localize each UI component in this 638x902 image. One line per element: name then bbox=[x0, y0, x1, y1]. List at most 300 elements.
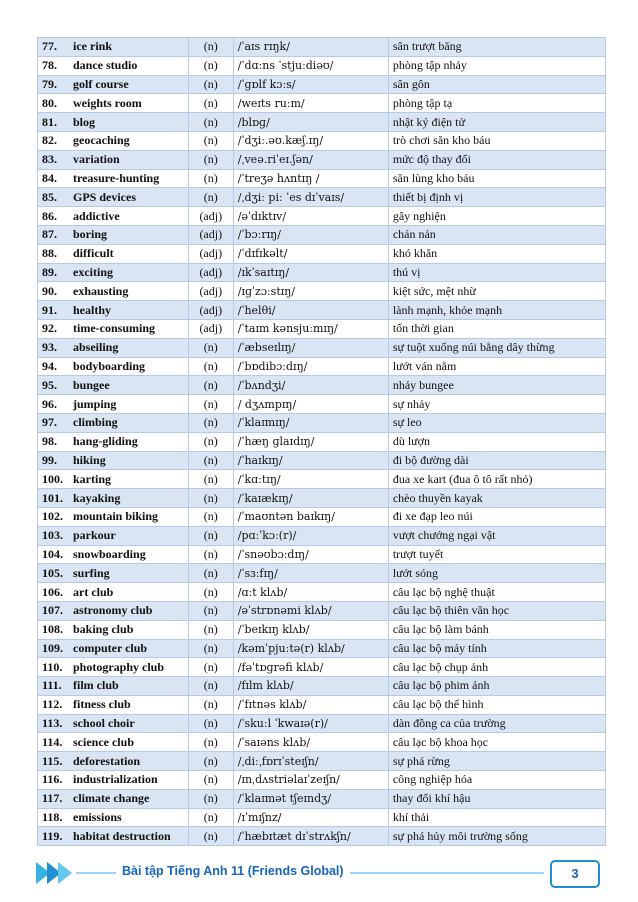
pronunciation: /ˈhaɪkɪŋ/ bbox=[233, 451, 388, 470]
table-row bbox=[38, 545, 606, 564]
part-of-speech: (n) bbox=[188, 789, 233, 808]
table-row bbox=[38, 395, 606, 414]
pronunciation: / dʒʌmpɪŋ/ bbox=[233, 395, 388, 414]
word-cell bbox=[38, 789, 189, 808]
vietnamese-meaning: nhật ký điện tử bbox=[388, 113, 605, 132]
pronunciation: /ˈkɑːtɪŋ/ bbox=[233, 470, 388, 489]
word-cell bbox=[38, 395, 189, 414]
table-row bbox=[38, 808, 606, 827]
english-word: school choir bbox=[73, 716, 135, 731]
entry-number: 109. bbox=[42, 640, 63, 655]
part-of-speech: (n) bbox=[188, 601, 233, 620]
part-of-speech: (adj) bbox=[188, 263, 233, 282]
table-row bbox=[38, 131, 606, 150]
vietnamese-meaning: sự phá rừng bbox=[388, 752, 605, 771]
word-cell bbox=[38, 507, 189, 526]
chevron-arrow-icon bbox=[58, 862, 72, 884]
table-row bbox=[38, 282, 606, 301]
part-of-speech: (n) bbox=[188, 150, 233, 169]
entry-number: 100. bbox=[42, 471, 63, 486]
word-cell bbox=[38, 131, 189, 150]
page-number: 3 bbox=[550, 860, 600, 888]
vietnamese-meaning: lướt sóng bbox=[388, 564, 605, 583]
pronunciation: /ˈbʌndʒi/ bbox=[233, 376, 388, 395]
english-word: GPS devices bbox=[73, 189, 136, 204]
vietnamese-meaning: câu lạc bộ thiên văn học bbox=[388, 601, 605, 620]
word-cell bbox=[38, 470, 189, 489]
pronunciation: /ˈklaɪmət tʃeɪndʒ/ bbox=[233, 789, 388, 808]
table-row bbox=[38, 620, 606, 639]
table-row bbox=[38, 376, 606, 395]
part-of-speech: (n) bbox=[188, 827, 233, 846]
part-of-speech: (n) bbox=[188, 357, 233, 376]
english-word: variation bbox=[73, 152, 120, 167]
vietnamese-meaning: đua xe kart (đua ô tô rất nhỏ) bbox=[388, 470, 605, 489]
vietnamese-meaning: câu lạc bộ chụp ảnh bbox=[388, 658, 605, 677]
word-cell bbox=[38, 357, 189, 376]
table-row bbox=[38, 188, 606, 207]
entry-number: 97. bbox=[42, 415, 57, 430]
entry-number: 90. bbox=[42, 283, 57, 298]
table-row bbox=[38, 94, 606, 113]
vietnamese-meaning: câu lạc bộ nghệ thuật bbox=[388, 583, 605, 602]
table-row bbox=[38, 658, 606, 677]
english-word: astronomy club bbox=[73, 603, 153, 618]
vietnamese-meaning: phòng tập tạ bbox=[388, 94, 605, 113]
english-word: bungee bbox=[73, 377, 110, 392]
pronunciation: /weɪts ruːm/ bbox=[233, 94, 388, 113]
word-cell bbox=[38, 432, 189, 451]
entry-number: 89. bbox=[42, 264, 57, 279]
entry-number: 94. bbox=[42, 358, 57, 373]
pronunciation: /ɪˈmɪʃnz/ bbox=[233, 808, 388, 827]
book-title: Bài tập Tiếng Anh 11 (Friends Global) bbox=[116, 864, 350, 878]
word-cell bbox=[38, 244, 189, 263]
part-of-speech: (adj) bbox=[188, 244, 233, 263]
vietnamese-meaning: đi bộ đường dài bbox=[388, 451, 605, 470]
entry-number: 101. bbox=[42, 490, 63, 505]
english-word: karting bbox=[73, 471, 112, 486]
part-of-speech: (adj) bbox=[188, 282, 233, 301]
word-cell bbox=[38, 808, 189, 827]
entry-number: 96. bbox=[42, 396, 57, 411]
vietnamese-meaning: thiết bị định vị bbox=[388, 188, 605, 207]
part-of-speech: (n) bbox=[188, 451, 233, 470]
word-cell bbox=[38, 489, 189, 508]
entry-number: 78. bbox=[42, 58, 57, 73]
english-word: surfing bbox=[73, 565, 110, 580]
pronunciation: /pɑːˈkɔː(r)/ bbox=[233, 526, 388, 545]
pronunciation: /ˌveə.riˈeɪ.ʃən/ bbox=[233, 150, 388, 169]
vietnamese-meaning: sự tuột xuống núi bằng dây thừng bbox=[388, 338, 605, 357]
part-of-speech: (n) bbox=[188, 564, 233, 583]
word-cell bbox=[38, 583, 189, 602]
word-cell bbox=[38, 169, 189, 188]
pronunciation: /ˈaɪs rɪŋk/ bbox=[233, 38, 388, 57]
vietnamese-meaning: dù lượn bbox=[388, 432, 605, 451]
english-word: time-consuming bbox=[73, 321, 155, 336]
vietnamese-meaning: thú vị bbox=[388, 263, 605, 282]
english-word: bodyboarding bbox=[73, 358, 146, 373]
pronunciation: /ˈhæbɪtæt dɪˈstrʌkʃn/ bbox=[233, 827, 388, 846]
table-row bbox=[38, 489, 606, 508]
part-of-speech: (n) bbox=[188, 714, 233, 733]
english-word: healthy bbox=[73, 302, 112, 317]
table-row bbox=[38, 564, 606, 583]
entry-number: 103. bbox=[42, 528, 63, 543]
pronunciation: /ɑːt klʌb/ bbox=[233, 583, 388, 602]
pronunciation: /ˈkaɪækɪŋ/ bbox=[233, 489, 388, 508]
pronunciation: /ˈbeɪkɪŋ klʌb/ bbox=[233, 620, 388, 639]
part-of-speech: (n) bbox=[188, 733, 233, 752]
word-cell bbox=[38, 207, 189, 226]
english-word: photography club bbox=[73, 659, 165, 674]
english-word: parkour bbox=[73, 528, 116, 543]
part-of-speech: (n) bbox=[188, 526, 233, 545]
part-of-speech: (n) bbox=[188, 639, 233, 658]
part-of-speech: (n) bbox=[188, 752, 233, 771]
pronunciation: /ˈmaʊntən baɪkɪŋ/ bbox=[233, 507, 388, 526]
word-cell bbox=[38, 282, 189, 301]
part-of-speech: (n) bbox=[188, 677, 233, 696]
vietnamese-meaning: thay đổi khí hậu bbox=[388, 789, 605, 808]
pronunciation: /fəˈtɒɡrəfi klʌb/ bbox=[233, 658, 388, 677]
word-cell bbox=[38, 113, 189, 132]
part-of-speech: (n) bbox=[188, 169, 233, 188]
vietnamese-meaning: trò chơi săn kho báu bbox=[388, 131, 605, 150]
pronunciation: /ˌdʒiː piː ˈes dɪˈvaɪs/ bbox=[233, 188, 388, 207]
vietnamese-meaning: kiệt sức, mệt nhừ bbox=[388, 282, 605, 301]
english-word: ice rink bbox=[73, 39, 112, 54]
english-word: deforestation bbox=[73, 753, 141, 768]
pronunciation: /blɒɡ/ bbox=[233, 113, 388, 132]
part-of-speech: (n) bbox=[188, 545, 233, 564]
english-word: golf course bbox=[73, 76, 129, 91]
part-of-speech: (n) bbox=[188, 38, 233, 57]
english-word: climate change bbox=[73, 791, 150, 806]
table-row bbox=[38, 451, 606, 470]
word-cell bbox=[38, 658, 189, 677]
english-word: dance studio bbox=[73, 58, 138, 73]
entry-number: 104. bbox=[42, 546, 63, 561]
word-cell bbox=[38, 263, 189, 282]
part-of-speech: (n) bbox=[188, 75, 233, 94]
vietnamese-meaning: gây nghiện bbox=[388, 207, 605, 226]
table-row bbox=[38, 357, 606, 376]
word-cell bbox=[38, 301, 189, 320]
table-row bbox=[38, 714, 606, 733]
part-of-speech: (n) bbox=[188, 131, 233, 150]
part-of-speech: (n) bbox=[188, 808, 233, 827]
part-of-speech: (n) bbox=[188, 470, 233, 489]
vietnamese-meaning: câu lạc bộ thể hình bbox=[388, 695, 605, 714]
word-cell bbox=[38, 733, 189, 752]
table-row bbox=[38, 225, 606, 244]
english-word: fitness club bbox=[73, 697, 131, 712]
vietnamese-meaning: chèo thuyền kayak bbox=[388, 489, 605, 508]
part-of-speech: (adj) bbox=[188, 207, 233, 226]
entry-number: 113. bbox=[42, 716, 63, 731]
pronunciation: /ˈhelθi/ bbox=[233, 301, 388, 320]
part-of-speech: (n) bbox=[188, 507, 233, 526]
part-of-speech: (n) bbox=[188, 376, 233, 395]
table-row bbox=[38, 56, 606, 75]
table-row bbox=[38, 338, 606, 357]
word-cell bbox=[38, 413, 189, 432]
english-word: film club bbox=[73, 678, 119, 693]
word-cell bbox=[38, 677, 189, 696]
vietnamese-meaning: đi xe đạp leo núi bbox=[388, 507, 605, 526]
pronunciation: /kəmˈpjuːtə(r) klʌb/ bbox=[233, 639, 388, 658]
english-word: computer club bbox=[73, 640, 148, 655]
part-of-speech: (adj) bbox=[188, 301, 233, 320]
table-row bbox=[38, 301, 606, 320]
part-of-speech: (n) bbox=[188, 489, 233, 508]
pronunciation: /əˈstrɒnəmi klʌb/ bbox=[233, 601, 388, 620]
vietnamese-meaning: dàn đồng ca của trường bbox=[388, 714, 605, 733]
entry-number: 106. bbox=[42, 584, 63, 599]
table-row bbox=[38, 38, 606, 57]
entry-number: 99. bbox=[42, 452, 57, 467]
entry-number: 112. bbox=[42, 697, 63, 712]
vietnamese-meaning: lành mạnh, khỏe mạnh bbox=[388, 301, 605, 320]
vietnamese-meaning: săn lùng kho báu bbox=[388, 169, 605, 188]
table-row bbox=[38, 601, 606, 620]
entry-number: 92. bbox=[42, 321, 57, 336]
vietnamese-meaning: lướt ván nằm bbox=[388, 357, 605, 376]
vietnamese-meaning: sân gôn bbox=[388, 75, 605, 94]
entry-number: 117. bbox=[42, 791, 63, 806]
word-cell bbox=[38, 714, 189, 733]
vietnamese-meaning: trượt tuyết bbox=[388, 545, 605, 564]
entry-number: 102. bbox=[42, 509, 63, 524]
vietnamese-meaning: vượt chướng ngại vật bbox=[388, 526, 605, 545]
word-cell bbox=[38, 376, 189, 395]
table-row bbox=[38, 207, 606, 226]
english-word: mountain biking bbox=[73, 509, 159, 524]
part-of-speech: (n) bbox=[188, 432, 233, 451]
english-word: abseiling bbox=[73, 340, 119, 355]
pronunciation: /ˈdɑːns ˈstjuːdiəʊ/ bbox=[233, 56, 388, 75]
word-cell bbox=[38, 338, 189, 357]
entry-number: 88. bbox=[42, 246, 57, 261]
entry-number: 85. bbox=[42, 189, 57, 204]
english-word: difficult bbox=[73, 246, 114, 261]
page-footer bbox=[36, 858, 606, 888]
english-word: blog bbox=[73, 114, 96, 129]
word-cell bbox=[38, 319, 189, 338]
entry-number: 105. bbox=[42, 565, 63, 580]
pronunciation: /ˈhæŋ ɡlaɪdɪŋ/ bbox=[233, 432, 388, 451]
part-of-speech: (n) bbox=[188, 395, 233, 414]
english-word: art club bbox=[73, 584, 114, 599]
part-of-speech: (n) bbox=[188, 413, 233, 432]
entry-number: 79. bbox=[42, 76, 57, 91]
english-word: addictive bbox=[73, 208, 120, 223]
entry-number: 83. bbox=[42, 152, 57, 167]
pronunciation: /ˈskuːl ˈkwaɪə(r)/ bbox=[233, 714, 388, 733]
vietnamese-meaning: câu lạc bộ phim ảnh bbox=[388, 677, 605, 696]
part-of-speech: (n) bbox=[188, 338, 233, 357]
part-of-speech: (n) bbox=[188, 620, 233, 639]
part-of-speech: (n) bbox=[188, 658, 233, 677]
part-of-speech: (n) bbox=[188, 113, 233, 132]
pronunciation: /ˈsnəʊbɔːdɪŋ/ bbox=[233, 545, 388, 564]
word-cell bbox=[38, 150, 189, 169]
part-of-speech: (adj) bbox=[188, 225, 233, 244]
entry-number: 91. bbox=[42, 302, 57, 317]
entry-number: 95. bbox=[42, 377, 57, 392]
table-row bbox=[38, 263, 606, 282]
pronunciation: /ˈdɪfɪkəlt/ bbox=[233, 244, 388, 263]
table-row bbox=[38, 244, 606, 263]
english-word: exciting bbox=[73, 264, 113, 279]
table-row bbox=[38, 733, 606, 752]
english-word: kayaking bbox=[73, 490, 121, 505]
vietnamese-meaning: công nghiệp hóa bbox=[388, 771, 605, 790]
word-cell bbox=[38, 752, 189, 771]
entry-number: 86. bbox=[42, 208, 57, 223]
table-row bbox=[38, 507, 606, 526]
word-cell bbox=[38, 94, 189, 113]
entry-number: 118. bbox=[42, 810, 63, 825]
vietnamese-meaning: câu lạc bộ làm bánh bbox=[388, 620, 605, 639]
vietnamese-meaning: nhảy bungee bbox=[388, 376, 605, 395]
pronunciation: /ˈɡɒlf kɔːs/ bbox=[233, 75, 388, 94]
entry-number: 93. bbox=[42, 340, 57, 355]
word-cell bbox=[38, 601, 189, 620]
pronunciation: /ɪnˌdʌstriəlaɪˈzeɪʃn/ bbox=[233, 771, 388, 790]
pronunciation: /ˈtreʒə hʌntɪŋ / bbox=[233, 169, 388, 188]
english-word: boring bbox=[73, 227, 108, 242]
pronunciation: /ˈsɜːfɪŋ/ bbox=[233, 564, 388, 583]
word-cell bbox=[38, 564, 189, 583]
vietnamese-meaning: sự phá hủy môi trường sống bbox=[388, 827, 605, 846]
vietnamese-meaning: khó khăn bbox=[388, 244, 605, 263]
pronunciation: /fɪlm klʌb/ bbox=[233, 677, 388, 696]
table-row bbox=[38, 752, 606, 771]
english-word: geocaching bbox=[73, 133, 130, 148]
table-row bbox=[38, 150, 606, 169]
table-row bbox=[38, 771, 606, 790]
entry-number: 81. bbox=[42, 114, 57, 129]
vietnamese-meaning: khí thải bbox=[388, 808, 605, 827]
english-word: industrialization bbox=[73, 772, 158, 787]
vietnamese-meaning: sự leo bbox=[388, 413, 605, 432]
table-row bbox=[38, 789, 606, 808]
pronunciation: /ˈfɪtnəs klʌb/ bbox=[233, 695, 388, 714]
vietnamese-meaning: câu lạc bộ khoa học bbox=[388, 733, 605, 752]
english-word: hang-gliding bbox=[73, 434, 138, 449]
english-word: exhausting bbox=[73, 283, 129, 298]
english-word: hiking bbox=[73, 452, 106, 467]
pronunciation: /ˌdiːˌfɒrɪˈsteɪʃn/ bbox=[233, 752, 388, 771]
part-of-speech: (n) bbox=[188, 583, 233, 602]
pronunciation: /ˈbɒdibɔːdɪŋ/ bbox=[233, 357, 388, 376]
table-row bbox=[38, 413, 606, 432]
table-row bbox=[38, 432, 606, 451]
pronunciation: /ˈsaɪəns klʌb/ bbox=[233, 733, 388, 752]
word-cell bbox=[38, 56, 189, 75]
table-row bbox=[38, 470, 606, 489]
entry-number: 119. bbox=[42, 828, 63, 843]
entry-number: 108. bbox=[42, 622, 63, 637]
table-row bbox=[38, 113, 606, 132]
vietnamese-meaning: sân trượt băng bbox=[388, 38, 605, 57]
english-word: climbing bbox=[73, 415, 118, 430]
pronunciation: /ˈæbseɪlɪŋ/ bbox=[233, 338, 388, 357]
vietnamese-meaning: phòng tập nhảy bbox=[388, 56, 605, 75]
english-word: science club bbox=[73, 734, 134, 749]
part-of-speech: (n) bbox=[188, 94, 233, 113]
part-of-speech: (n) bbox=[188, 188, 233, 207]
pronunciation: /ˈtaɪm kənsjuːmɪŋ/ bbox=[233, 319, 388, 338]
word-cell bbox=[38, 620, 189, 639]
part-of-speech: (n) bbox=[188, 771, 233, 790]
english-word: treasure-hunting bbox=[73, 170, 160, 185]
table-row bbox=[38, 526, 606, 545]
english-word: habitat destruction bbox=[73, 828, 171, 843]
word-cell bbox=[38, 639, 189, 658]
pronunciation: /ˈdʒiː.əʊ.kæʃ.ɪŋ/ bbox=[233, 131, 388, 150]
pronunciation: /ˈklaɪmɪŋ/ bbox=[233, 413, 388, 432]
entry-number: 107. bbox=[42, 603, 63, 618]
entry-number: 82. bbox=[42, 133, 57, 148]
part-of-speech: (adj) bbox=[188, 319, 233, 338]
table-row bbox=[38, 75, 606, 94]
vietnamese-meaning: câu lạc bộ máy tính bbox=[388, 639, 605, 658]
pronunciation: /ˈbɔːrɪŋ/ bbox=[233, 225, 388, 244]
part-of-speech: (n) bbox=[188, 56, 233, 75]
word-cell bbox=[38, 451, 189, 470]
entry-number: 110. bbox=[42, 659, 63, 674]
table-row bbox=[38, 583, 606, 602]
vietnamese-meaning: chán nản bbox=[388, 225, 605, 244]
table-row bbox=[38, 639, 606, 658]
pronunciation: /ɪɡˈzɔːstɪŋ/ bbox=[233, 282, 388, 301]
entry-number: 80. bbox=[42, 95, 57, 110]
entry-number: 98. bbox=[42, 434, 57, 449]
word-cell bbox=[38, 695, 189, 714]
entry-number: 87. bbox=[42, 227, 57, 242]
vocabulary-table bbox=[37, 37, 606, 846]
english-word: weights room bbox=[73, 95, 142, 110]
english-word: emissions bbox=[73, 810, 122, 825]
entry-number: 116. bbox=[42, 772, 63, 787]
entry-number: 114. bbox=[42, 734, 63, 749]
word-cell bbox=[38, 545, 189, 564]
word-cell bbox=[38, 225, 189, 244]
entry-number: 115. bbox=[42, 753, 63, 768]
entry-number: 111. bbox=[42, 678, 62, 693]
vietnamese-meaning: mức độ thay đổi bbox=[388, 150, 605, 169]
word-cell bbox=[38, 75, 189, 94]
vocabulary-table-body bbox=[38, 38, 606, 846]
pronunciation: /ɪkˈsaɪtɪŋ/ bbox=[233, 263, 388, 282]
vietnamese-meaning: tốn thời gian bbox=[388, 319, 605, 338]
english-word: baking club bbox=[73, 622, 134, 637]
word-cell bbox=[38, 771, 189, 790]
entry-number: 77. bbox=[42, 39, 57, 54]
vietnamese-meaning: sự nhảy bbox=[388, 395, 605, 414]
english-word: jumping bbox=[73, 396, 117, 411]
pronunciation: /əˈdɪktɪv/ bbox=[233, 207, 388, 226]
table-row bbox=[38, 319, 606, 338]
part-of-speech: (n) bbox=[188, 695, 233, 714]
word-cell bbox=[38, 827, 189, 846]
table-row bbox=[38, 169, 606, 188]
word-cell bbox=[38, 526, 189, 545]
